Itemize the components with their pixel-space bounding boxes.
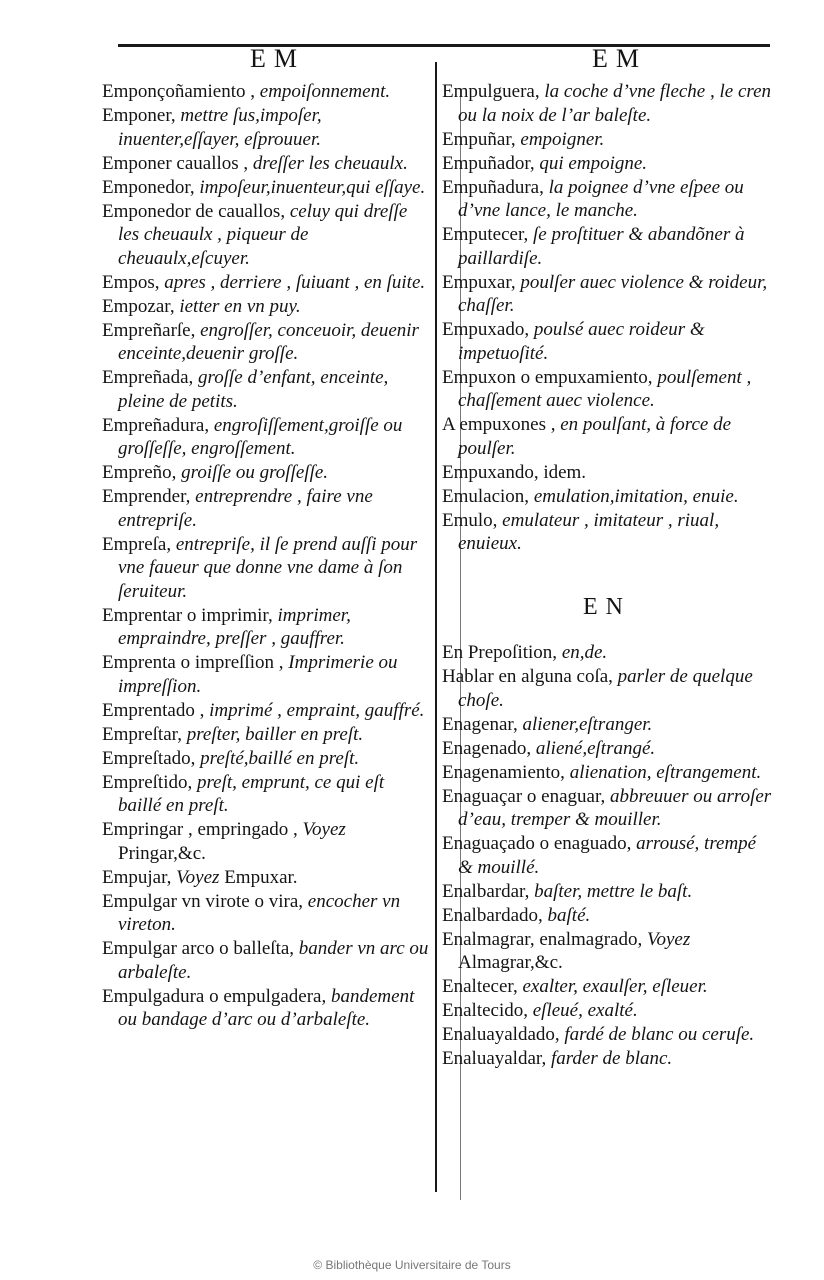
entry-definition: abbreuuer ou arroſer d’eau, tremper & mouiller. [458,785,772,830]
entry-definition: entreprendre , faire vne entrepriſe. [118,486,373,531]
entry-headword: Enalmagrar, enalmagrado, [442,928,643,950]
dictionary-entry [442,152,772,176]
entry-definition: exalter, exaulſer, eſleuer. [517,976,708,997]
dictionary-entry [102,604,432,651]
entry-headword: Emprentado , [102,699,205,721]
entry-headword: Enagenado, [442,737,532,759]
right-column [442,80,772,1071]
entry-headword: Empringar , empringado , [102,819,298,840]
entry-cross-reference: Almagrar,&c. [458,952,563,973]
entry-definition: preſter, bailler en preſt. [181,723,364,745]
entry-headword: Empreño, [102,462,177,483]
entry-definition: en,de. [557,642,608,663]
entry-headword: Emponedor, [102,176,195,198]
dictionary-entry [102,533,432,604]
entry-headword: Emprender, [102,486,191,507]
entry-headword: Empulgar arco o balleſta, [102,938,295,959]
entry-definition: dreſſer les cheuaulx. [248,152,408,174]
dictionary-entry [102,104,432,151]
entry-definition: empoigner. [515,128,605,150]
entry-headword: Enagenar, [442,713,518,735]
entry-cross-reference: Empuxar. [219,866,298,888]
entry-definition: Voyez [171,866,220,888]
entry-headword: Empuxar, [442,271,516,293]
dictionary-entry [442,761,772,785]
entry-definition: arrousé, trempé & mouillé. [458,833,757,878]
entry-definition: groſſe d’enfant, enceinte, pleine de petits. [118,367,389,412]
entry-headword: Emponer, [102,105,176,126]
entry-definition: Voyez [642,928,691,950]
entry-definition: engroſiſſement,groiſſe ou groſſeſſe, engroſſement. [118,414,403,459]
dictionary-entry [102,366,432,413]
entry-definition: groiſſe ou groſſeſſe. [176,462,329,483]
entry-headword: Hablar en alguna coſa, [442,666,613,687]
dictionary-entry [102,200,432,271]
entry-definition: imprimer, empraindre, preſſer , gauffrer. [118,604,351,649]
entry-headword: Enaluayaldar, [442,1048,547,1069]
entry-definition: qui empoigne. [534,152,648,174]
entry-definition: emulation,imitation, enuie. [529,485,739,507]
dictionary-entry [442,271,772,318]
entry-definition: encocher vn vireton. [118,890,401,935]
entry-definition: la coche d’vne fleche , le cren ou la noix de l’ar baleſte. [458,81,772,126]
entry-definition: baſté. [542,904,591,926]
dictionary-entry [442,128,772,152]
entry-headword: Empreſa, [102,533,172,555]
dictionary-entry [442,641,772,665]
entry-headword: Empreſtado, [102,747,196,769]
entry-definition: celuy qui dreſſe les cheuaulx , piqueur de cheuaulx,eſcuyer. [118,200,408,269]
entry-definition: apres , derriere , ſuiuant , en ſuite. [159,271,426,293]
entry-headword: Empreñadura, [102,414,210,436]
dictionary-entry [102,890,432,937]
entry-definition: ietter en vn puy. [174,295,301,317]
entry-headword: Empreñada, [102,367,194,388]
entry-headword: Enaguaçar o enaguar, [442,785,606,807]
dictionary-entry [442,737,772,761]
dictionary-entry [442,1023,772,1047]
entry-headword: Empuñar, [442,128,516,150]
dictionary-entry [442,176,772,223]
dictionary-entry [442,1047,772,1071]
entry-headword: Emulacion, [442,485,530,507]
entry-headword: Empuxon o empuxamiento, [442,366,653,388]
top-rule [118,44,770,47]
dictionary-entry [442,928,772,975]
entry-headword: Empuñador, [442,152,535,174]
entry-definition: eſleué, exalté. [528,1000,638,1021]
entry-definition: Imprimerie ou impreſſion. [118,652,398,697]
dictionary-entry [442,318,772,365]
dictionary-entry [442,999,772,1023]
entry-definition: Voyez [297,819,346,840]
entry-headword: Empreñarſe, [102,319,196,341]
dictionary-entry [102,937,432,984]
entry-headword: Empreſtido, [102,771,193,793]
entry-headword: Empos, [102,271,160,293]
entry-headword: Emponedor de cauallos, [102,200,286,222]
entry-headword: A empuxones , [442,414,556,435]
dictionary-entry [442,713,772,737]
entry-definition: mettre ſus,impoſer, inuenter,eſſayer, eſprouuer. [118,105,322,150]
dictionary-entry [442,223,772,270]
entry-headword: Enalbardar, [442,880,530,902]
entry-definition: preſt, emprunt, ce qui eſt baillé en preſt. [118,771,385,816]
dictionary-entry [102,723,432,747]
running-head-right: EM [592,44,647,73]
dictionary-entry [102,747,432,771]
dictionary-entry [102,271,432,295]
dictionary-entry [442,832,772,879]
entry-headword: Enaltecer, [442,976,518,997]
section-heading: EN [583,593,631,620]
entry-headword: Empuxando, idem. [442,461,587,483]
entry-definition: empoiſonnement. [255,81,391,102]
entry-definition: bander vn arc ou arbaleſte. [118,938,429,983]
entry-headword: Empulgar vn virote o vira, [102,890,304,912]
dictionary-entry [442,665,772,712]
entry-headword: En Prepoſition, [442,642,558,663]
entry-headword: Enalbardado, [442,904,543,926]
dictionary-entry [102,771,432,818]
entry-definition: aliené,eſtrangé. [531,737,656,759]
entry-definition: poulſement , chaſſement auec violence. [458,366,752,411]
dictionary-entry [102,295,432,319]
entry-headword: Emulo, [442,509,498,531]
entry-definition: la poignee d’vne eſpee ou d’vne lance, le manche. [458,176,744,221]
dictionary-entry [102,866,432,890]
entry-headword: Enaltecido, [442,1000,528,1021]
entry-definition: imprimé , empraint, gauffré. [204,699,425,721]
entry-definition: en poulſant, à force de poulſer. [458,414,732,459]
entry-headword: Emponçoñamiento , [102,81,256,102]
entry-definition: farder de blanc. [546,1048,673,1069]
entry-headword: Empozar, [102,295,175,317]
dictionary-entry [102,414,432,461]
dictionary-entry [102,176,432,200]
entry-headword: Emprenta o impreſſion , [102,652,284,673]
dictionary-entry [442,80,772,127]
entry-headword: Enagenamiento, [442,761,565,783]
entry-headword: Empuxado, [442,319,530,340]
entry-headword: Emponer cauallos , [102,152,249,174]
entry-definition: bandement ou bandage d’arc ou d’arbaleſte. [118,985,415,1030]
dictionary-entry [442,461,772,485]
entry-definition: ſe proſtituer & abandõner à paillardiſe. [458,224,745,269]
right-column-en-entries [442,641,772,1071]
column-divider [435,62,437,1192]
entry-definition: engroſſer, conceuoir, deuenir enceinte,deuenir groſſe. [118,319,419,364]
dictionary-entry [102,818,432,865]
dictionary-entry [442,366,772,413]
entry-headword: Emprentar o imprimir, [102,604,273,626]
left-column [102,80,432,1032]
dictionary-entry [442,509,772,556]
entry-headword: Empulguera, [442,81,540,102]
dictionary-entry [442,785,772,832]
entry-definition: fardé de blanc ou ceruſe. [559,1024,755,1045]
library-credit: © Bibliothèque Universitaire de Tours [313,1258,511,1272]
entry-headword: Empreſtar, [102,723,182,745]
dictionary-entry [102,319,432,366]
entry-definition: baſter, mettre le baſt. [529,880,693,902]
dictionary-entry [442,975,772,999]
entry-definition: parler de quelque choſe. [458,666,753,711]
dictionary-entry [102,485,432,532]
entry-headword: Enaluayaldado, [442,1024,560,1045]
running-head-left: EM [250,44,305,73]
right-column-em-entries [442,80,772,556]
entry-definition: preſté,baillé en preſt. [195,747,360,769]
entry-headword: Empuñadura, [442,176,544,198]
entry-cross-reference: Pringar,&c. [118,842,206,864]
entry-definition: aliener,eſtranger. [517,713,653,735]
dictionary-entry [442,413,772,460]
dictionary-entry [102,80,432,104]
entry-headword: Empulgadura o empulgadera, [102,985,327,1007]
dictionary-entry [102,985,432,1032]
entry-definition: alienation, eſtrangement. [564,761,762,783]
dictionary-entry [102,461,432,485]
entry-headword: Emputecer, [442,224,529,245]
entry-definition: poulsé auec roideur & impetuoſité. [458,319,705,364]
dictionary-entry [102,152,432,176]
entry-definition: impoſeur,inuenteur,qui eſſaye. [194,176,426,198]
entry-definition: emulateur , imitateur , riual, enuieux. [458,509,720,554]
entry-definition: poulſer auec violence & roideur, chaſſer. [458,271,768,316]
dictionary-entry [102,651,432,698]
entry-headword: Empujar, [102,866,172,888]
dictionary-entry [442,904,772,928]
entry-definition: entrepriſe, il ſe prend auſſi pour vne faueur que donne vne dame à ſon ſeruiteur. [118,533,418,602]
dictionary-entry [442,880,772,904]
entry-headword: Enaguaçado o enaguado, [442,833,632,854]
dictionary-entry [442,485,772,509]
dictionary-entry [102,699,432,723]
